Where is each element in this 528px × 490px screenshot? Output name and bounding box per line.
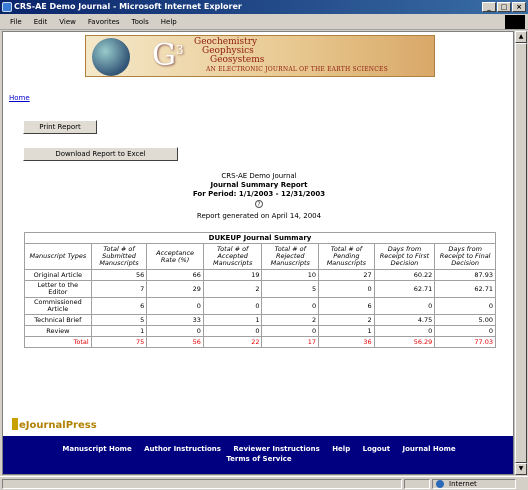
table-cell: 17 xyxy=(262,337,319,348)
menu-help[interactable]: Help xyxy=(160,17,177,26)
globe-icon xyxy=(92,38,130,76)
ie-icon xyxy=(2,2,12,12)
table-cell: 1 xyxy=(203,315,262,326)
banner-line-2: Geophysics xyxy=(202,46,254,56)
download-excel-button[interactable]: Download Report to Excel xyxy=(23,147,178,161)
col-header: Manuscript Types xyxy=(25,244,92,270)
table-cell: 0 xyxy=(435,298,496,315)
table-cell: 0 xyxy=(374,326,435,337)
windows-logo-icon xyxy=(505,15,525,29)
table-cell: 0 xyxy=(203,326,262,337)
table-cell: 62.71 xyxy=(435,281,496,298)
menu-tools[interactable]: Tools xyxy=(131,17,149,26)
menu-file[interactable]: File xyxy=(10,17,22,26)
banner-line-1: Geochemistry xyxy=(194,37,258,47)
help-icon[interactable]: ? xyxy=(255,200,263,208)
ejp-mark-icon xyxy=(12,418,18,430)
table-row xyxy=(25,298,496,315)
table-cell: 36 xyxy=(319,337,375,348)
table-cell: 60.22 xyxy=(374,270,435,281)
col-header: Total # of Submitted Manuscripts xyxy=(91,244,147,270)
footer-link-terms[interactable]: Terms of Service xyxy=(226,455,292,463)
ejournalpress-logo: eJournalPress xyxy=(12,418,97,431)
table-cell: Review xyxy=(25,326,92,337)
table-cell: 19 xyxy=(203,270,262,281)
table-cell: 2 xyxy=(319,315,375,326)
scroll-up-icon[interactable]: ▲ xyxy=(515,31,527,43)
window-title-bar xyxy=(0,0,528,14)
total-row xyxy=(25,337,496,348)
table-cell: 66 xyxy=(147,270,204,281)
table-cell: 56.29 xyxy=(374,337,435,348)
close-button[interactable]: × xyxy=(512,2,526,12)
table-cell: 6 xyxy=(91,298,147,315)
journal-name: CRS-AE Demo Journal xyxy=(221,172,297,180)
table-cell: 2 xyxy=(262,315,319,326)
scroll-down-icon[interactable]: ▼ xyxy=(515,463,527,475)
table-cell: 5.00 xyxy=(435,315,496,326)
page-viewport xyxy=(2,31,514,475)
menu-favorites[interactable]: Favorites xyxy=(87,17,120,26)
col-header: Total # of Accepted Manuscripts xyxy=(203,244,262,270)
table-cell: 6 xyxy=(319,298,375,315)
print-report-button[interactable]: Print Report xyxy=(23,120,97,134)
menu-bar xyxy=(0,14,528,30)
table-cell: Original Article xyxy=(25,270,92,281)
table-cell: 1 xyxy=(91,326,147,337)
footer-link-reviewer-instructions[interactable]: Reviewer Instructions xyxy=(233,445,320,453)
table-row xyxy=(25,281,496,298)
status-bar xyxy=(0,476,528,490)
table-cell: Total xyxy=(25,337,92,348)
footer-link-author-instructions[interactable]: Author Instructions xyxy=(144,445,221,453)
table-cell: 0 xyxy=(203,298,262,315)
table-row xyxy=(25,270,496,281)
table-cell: 29 xyxy=(147,281,204,298)
window-title: CRS-AE Demo Journal - Microsoft Internet Explorer xyxy=(14,2,242,11)
status-cell xyxy=(404,479,430,489)
journal-summary-table xyxy=(24,232,496,348)
g3-logo: $G^3$ xyxy=(152,38,184,73)
home-link[interactable]: Home xyxy=(9,94,30,102)
maximize-button[interactable]: □ xyxy=(497,2,511,12)
table-cell: 56 xyxy=(147,337,204,348)
table-cell: 0 xyxy=(147,298,204,315)
minimize-button[interactable]: _ xyxy=(482,2,496,12)
table-cell: 5 xyxy=(91,315,147,326)
internet-zone-icon xyxy=(436,480,444,488)
table-cell: 0 xyxy=(319,281,375,298)
col-header: Total # of Rejected Manuscripts xyxy=(262,244,319,270)
vertical-scrollbar[interactable] xyxy=(514,31,526,475)
table-cell: 0 xyxy=(262,298,319,315)
table-cell: 62.71 xyxy=(374,281,435,298)
table-cell: 1 xyxy=(319,326,375,337)
banner-line-3: Geosystems xyxy=(210,55,265,65)
report-title: Journal Summary Report xyxy=(210,181,308,189)
col-header: Total # of Pending Manuscripts xyxy=(319,244,375,270)
footer-link-journal-home[interactable]: Journal Home xyxy=(402,445,456,453)
table-cell: Letter to the Editor xyxy=(25,281,92,298)
table-cell: 33 xyxy=(147,315,204,326)
table-caption: DUKEUP Journal Summary xyxy=(25,233,496,244)
footer-link-help[interactable]: Help xyxy=(332,445,351,453)
table-cell: 77.03 xyxy=(435,337,496,348)
table-cell: 10 xyxy=(262,270,319,281)
menu-view[interactable]: View xyxy=(59,17,76,26)
table-cell: Commissioned Article xyxy=(25,298,92,315)
table-cell: 0 xyxy=(435,326,496,337)
security-zone xyxy=(432,479,516,489)
footer-link-manuscript-home[interactable]: Manuscript Home xyxy=(62,445,132,453)
table-cell: 7 xyxy=(91,281,147,298)
col-header: Days from Receipt to First Decision xyxy=(374,244,435,270)
table-row xyxy=(25,326,496,337)
scroll-thumb[interactable] xyxy=(515,43,527,463)
table-cell: Technical Brief xyxy=(25,315,92,326)
table-cell: 87.93 xyxy=(435,270,496,281)
table-cell: 0 xyxy=(374,298,435,315)
col-header: Days from Receipt to Final Decision xyxy=(435,244,496,270)
table-cell: 56 xyxy=(91,270,147,281)
zone-label: Internet xyxy=(449,480,477,488)
table-cell: 5 xyxy=(262,281,319,298)
col-header: Acceptance Rate (%) xyxy=(147,244,204,270)
report-generated: Report generated on April 14, 2004 xyxy=(196,212,322,220)
menu-edit[interactable]: Edit xyxy=(33,17,48,26)
table-cell: 0 xyxy=(147,326,204,337)
table-row xyxy=(25,315,496,326)
table-cell: 27 xyxy=(319,270,375,281)
banner-titles xyxy=(194,38,264,65)
table-cell: 22 xyxy=(203,337,262,348)
footer-nav xyxy=(3,436,514,475)
status-text-cell xyxy=(2,479,402,489)
footer-link-logout[interactable]: Logout xyxy=(362,445,391,453)
table-cell: 75 xyxy=(91,337,147,348)
banner-subtitle: AN ELECTRONIC JOURNAL OF THE EARTH SCIENCES xyxy=(206,66,388,73)
journal-banner xyxy=(85,35,435,77)
table-cell: 0 xyxy=(262,326,319,337)
table-cell: 2 xyxy=(203,281,262,298)
table-cell: 4.75 xyxy=(374,315,435,326)
report-period: For Period: 1/1/2003 - 12/31/2003 xyxy=(192,190,326,198)
